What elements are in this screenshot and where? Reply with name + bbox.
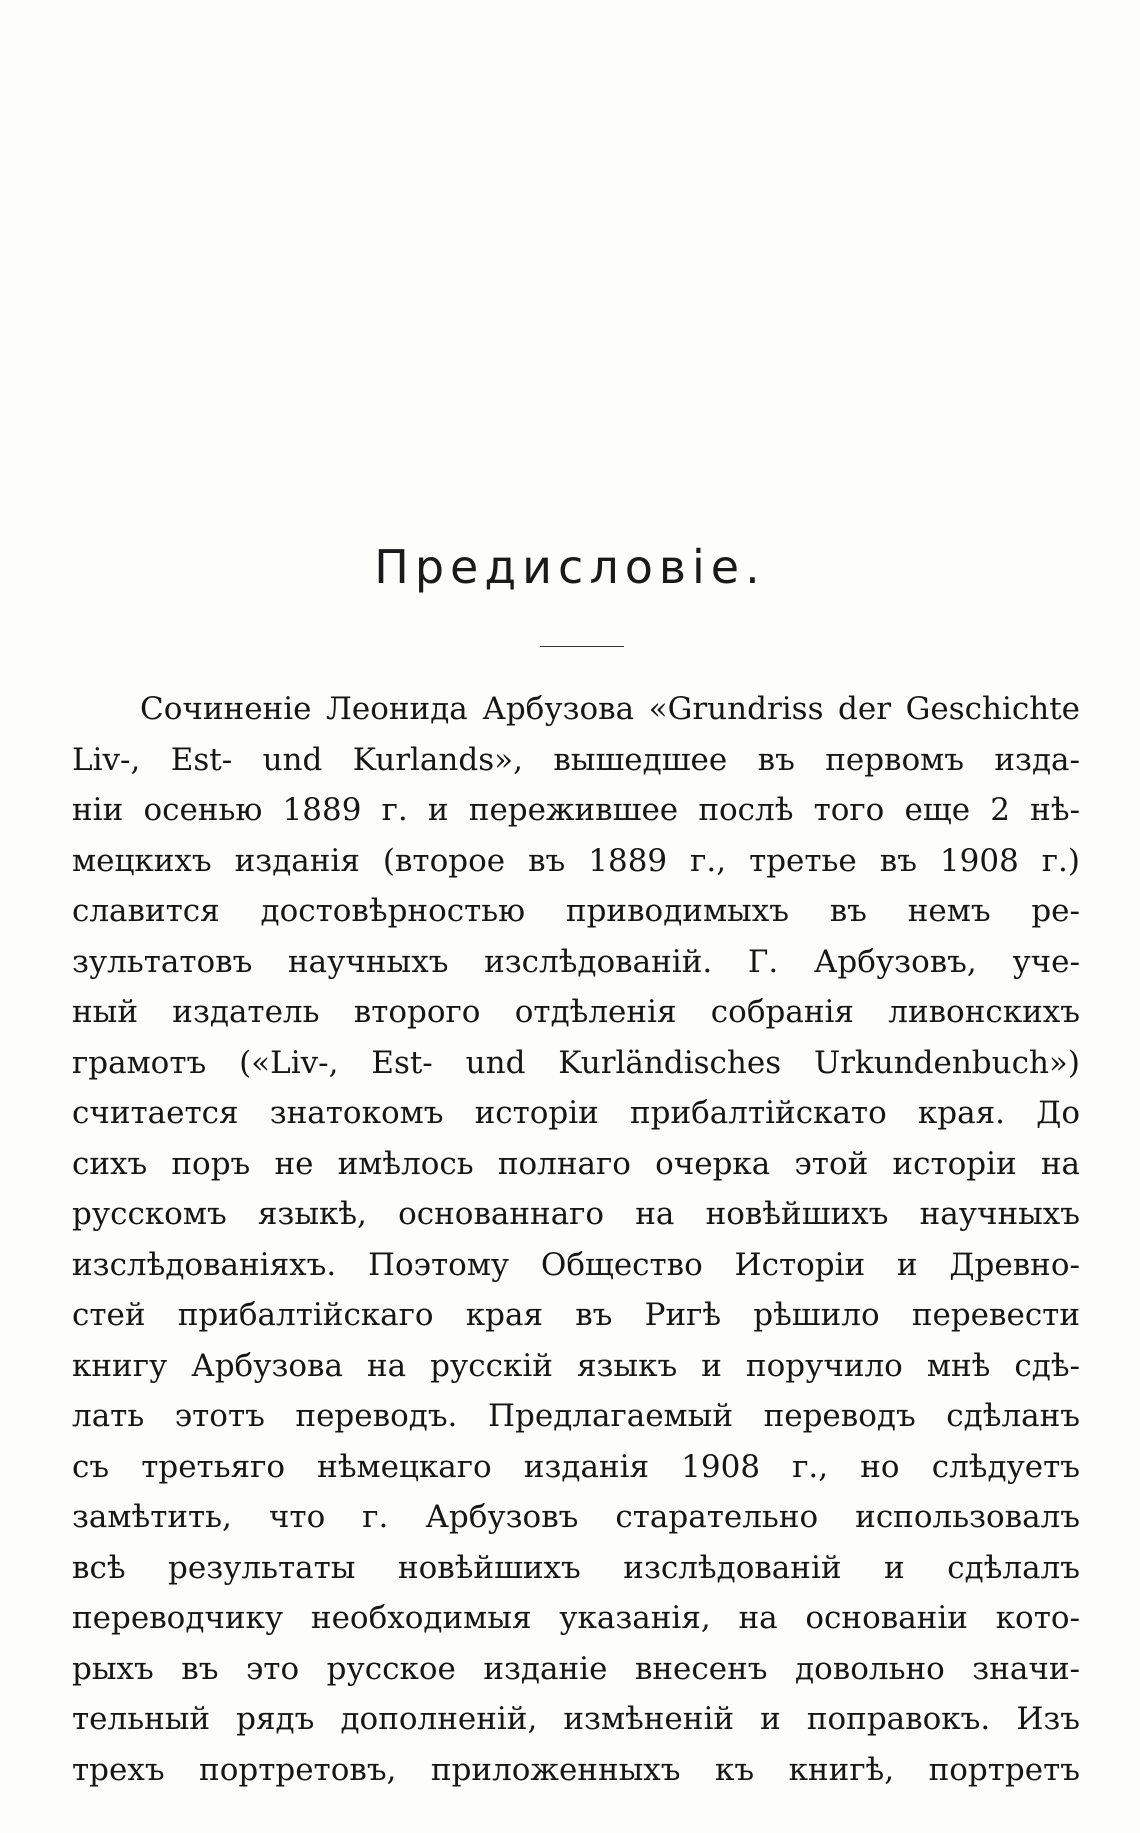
text-line: переводчику необходимыя указанія, на основаніи кото- <box>72 1600 1080 1636</box>
text-line: лать этотъ переводъ. Предлагаемый переводъ сдѣланъ <box>72 1398 1080 1434</box>
text-line: съ третьяго нѣмецкаго изданія 1908 г., но слѣдуетъ <box>72 1448 1080 1485</box>
text-line: стей прибалтійскаго края въ Ригѣ рѣшило перевести <box>72 1297 1080 1333</box>
text-line: Сочиненіе Леонида Арбузова «Grundriss der Geschichte <box>140 691 1080 727</box>
text-line: тельный рядъ дополненій, измѣненій и поправокъ. Изъ <box>72 1701 1080 1737</box>
text-line: считается знатокомъ исторіи прибалтійскато края. До <box>72 1095 1080 1131</box>
text-line: грамотъ («Liv-, Est- und Kurländisches Urkundenbuch») <box>72 1044 1080 1081</box>
page-title: Предисловіе. <box>374 540 766 594</box>
text-line: всѣ результаты новѣйшихъ изслѣдованій и сдѣлалъ <box>72 1549 1080 1586</box>
text-line: книгу Арбузова на русскій языкъ и поручило мнѣ сдѣ- <box>72 1347 1080 1384</box>
text-line: изслѣдованіяхъ. Поэтому Общество Исторіи и Древно- <box>72 1246 1080 1283</box>
text-line: рыхъ въ это русское изданіе внесенъ довольно значи- <box>72 1650 1080 1687</box>
title-divider <box>540 646 624 647</box>
text-line: ніи осенью 1889 г. и пережившее послѣ того еще 2 нѣ- <box>72 792 1080 828</box>
text-line: сихъ поръ не имѣлось полнаго очерка этой исторіи на <box>72 1145 1080 1182</box>
text-line: мецкихъ изданія (второе въ 1889 г., третье въ 1908 г.) <box>72 842 1080 879</box>
text-line: славится достовѣрностью приводимыхъ въ немъ ре- <box>72 893 1080 929</box>
preface-body <box>72 684 1080 1795</box>
text-line: зультатовъ научныхъ изслѣдованій. Г. Арбузовъ, уче- <box>72 943 1080 980</box>
text-line: замѣтить, что г. Арбузовъ старательно использовалъ <box>72 1499 1080 1535</box>
text-line: русскомъ языкѣ, основаннаго на новѣйшихъ научныхъ <box>72 1196 1080 1232</box>
text-line: трехъ портретовъ, приложенныхъ къ книгѣ, портретъ <box>72 1751 1080 1788</box>
text-line: ный издатель второго отдѣленія собранія ливонскихъ <box>72 994 1080 1030</box>
text-line: Liv-, Est- und Kurlands», вышедшее въ первомъ изда- <box>72 741 1080 778</box>
